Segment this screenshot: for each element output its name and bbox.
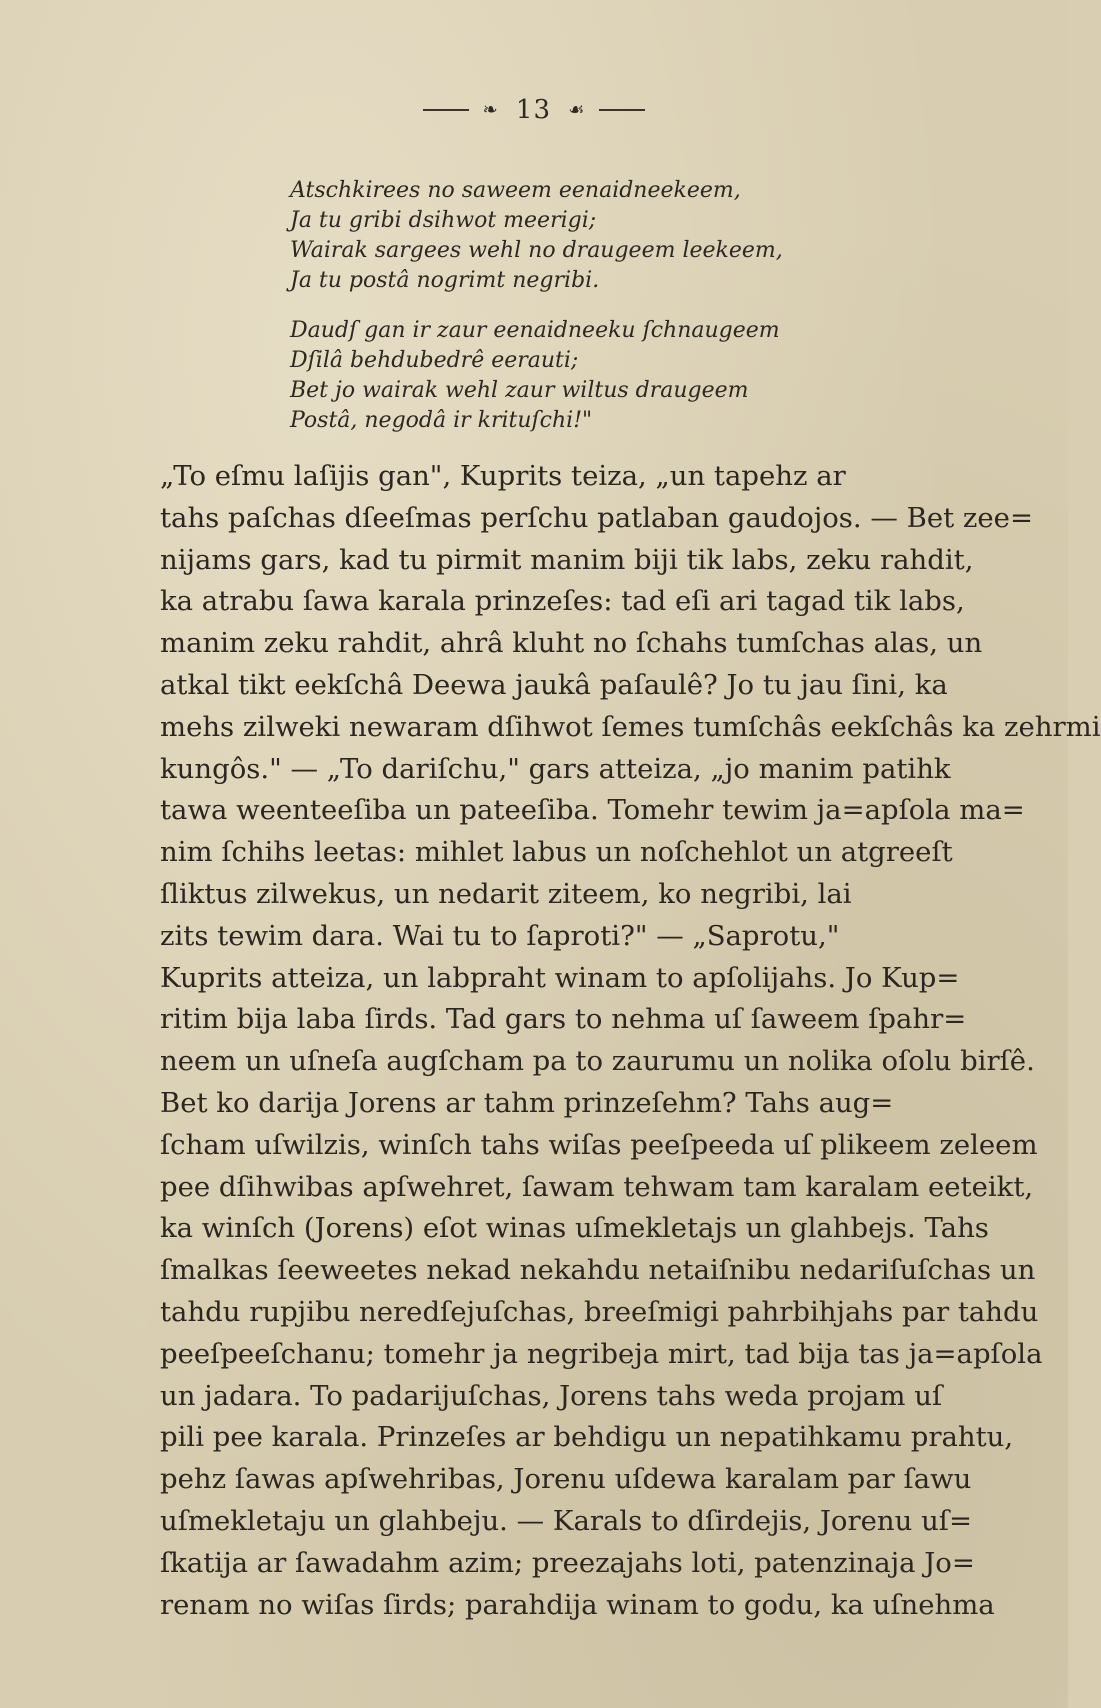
poem-line: Bet jo wairak wehl zaur wiltus draugeem bbox=[290, 378, 749, 403]
text-line: kungôs." — „To dariſchu," gars atteiza, „jo manim patihk bbox=[160, 752, 951, 785]
text-line: ſkatija ar ſawadahm azim; preezajahs loti, patenzinaja Jo= bbox=[160, 1546, 975, 1579]
poem-line: Atschkirees no saweem eenaidneekeem, bbox=[290, 178, 741, 203]
text-line: nim ſchihs leetas: mihlet labus un noſchehlot un atgreeſt bbox=[160, 836, 953, 869]
left-ornament-icon: ❧ bbox=[482, 99, 499, 121]
text-line: ka atrabu ſawa karala prinzeſes: tad eſi ari tagad tik labs, bbox=[160, 585, 965, 618]
stanza bbox=[290, 316, 950, 436]
poem-line: Wairak sargees wehl no draugeem leekeem, bbox=[290, 238, 783, 263]
text-line: „To eſmu laſijis gan", Kuprits teiza, „un tapehz ar bbox=[160, 460, 846, 492]
text-line: Kuprits atteiza, un labpraht winam to apſolijahs. Jo Kup= bbox=[160, 961, 960, 994]
body-text bbox=[160, 456, 1101, 1626]
text-line: ſliktus zilwekus, un nedarit ziteem, ko negribi, lai bbox=[160, 877, 852, 910]
page-header bbox=[0, 94, 1068, 125]
text-line: ſmalkas ſeeweetes nekad nekahdu netaiſnibu nedariſuſchas un bbox=[160, 1254, 1036, 1287]
text-line: ſcham uſwilzis, winſch tahs wiſas peeſpeeda uſ plikeem zeleem bbox=[160, 1128, 1038, 1161]
stanza bbox=[290, 176, 950, 296]
text-line: atkal tikt eekſchâ Deewa jaukâ paſaulê? Jo tu jau ſini, ka bbox=[160, 668, 948, 701]
poem-quote bbox=[290, 176, 950, 456]
header-rule-left bbox=[423, 109, 469, 111]
text-line: ka winſch (Jorens) eſot winas uſmekletajs un glahbejs. Tahs bbox=[160, 1212, 989, 1245]
text-line: ritim bija laba ſirds. Tad gars to nehma uſ ſaweem ſpahr= bbox=[160, 1003, 967, 1036]
poem-line: Ja tu postâ nogrimt negribi. bbox=[290, 268, 600, 293]
text-line: uſmekletaju un glahbeju. — Karals to dſirdejis, Jorenu uſ= bbox=[160, 1504, 973, 1537]
text-line: mehs zilweki newaram dſihwot ſemes tumſchâs eekſchâs ka zehrmi bbox=[160, 710, 1101, 743]
text-line: manim zeku rahdit, ahrâ kluht no ſchahs tumſchas alas, un bbox=[160, 627, 983, 660]
text-line: renam no wiſas ſirds; parahdija winam to godu, ka uſnehma bbox=[160, 1588, 995, 1621]
right-ornament-icon: ☙ bbox=[568, 99, 586, 121]
text-line: pehz ſawas apſwehribas, Jorenu uſdewa karalam par ſawu bbox=[160, 1463, 972, 1496]
text-line: pili pee karala. Prinzeſes ar behdigu un nepatihkamu prahtu, bbox=[160, 1421, 1014, 1454]
poem-line: Daudſ gan ir zaur eenaidneeku ſchnaugeem bbox=[290, 318, 780, 343]
poem-line: Ja tu gribi dsihwot meerigi; bbox=[290, 208, 597, 233]
text-line: tahs paſchas dſeeſmas perſchu patlaban gaudojos. — Bet zee= bbox=[160, 501, 1033, 534]
text-line: neem un uſneſa augſcham pa to zaurumu un nolika oſolu birſê. bbox=[160, 1045, 1035, 1078]
text-line: nijams gars, kad tu pirmit manim biji tik labs, zeku rahdit, bbox=[160, 543, 974, 576]
poem-line: Dſilâ behdubedrê eerauti; bbox=[290, 348, 579, 373]
poem-line: Postâ, negodâ ir krituſchi!" bbox=[290, 408, 593, 433]
text-line: Bet ko darija Jorens ar tahm prinzeſehm? Tahs aug= bbox=[160, 1086, 894, 1119]
text-line: peeſpeeſchanu; tomehr ja negribeja mirt, tad bija tas ja=apſola bbox=[160, 1337, 1043, 1370]
header-rule-right bbox=[599, 109, 645, 111]
text-line: zits tewim dara. Wai tu to ſaproti?" — „Saprotu," bbox=[160, 919, 840, 952]
text-line: tawa weenteeſiba un pateeſiba. Tomehr tewim ja=apſola ma= bbox=[160, 794, 1025, 827]
text-line: pee dſihwibas apſwehret, ſawam tehwam tam karalam eeteikt, bbox=[160, 1170, 1034, 1203]
page-number: 13 bbox=[515, 95, 552, 125]
text-line: un jadara. To padarijuſchas, Jorens tahs weda projam uſ bbox=[160, 1379, 943, 1412]
text-line: tahdu rupjibu neredſejuſchas, breeſmigi pahrbihjahs par tahdu bbox=[160, 1295, 1039, 1328]
